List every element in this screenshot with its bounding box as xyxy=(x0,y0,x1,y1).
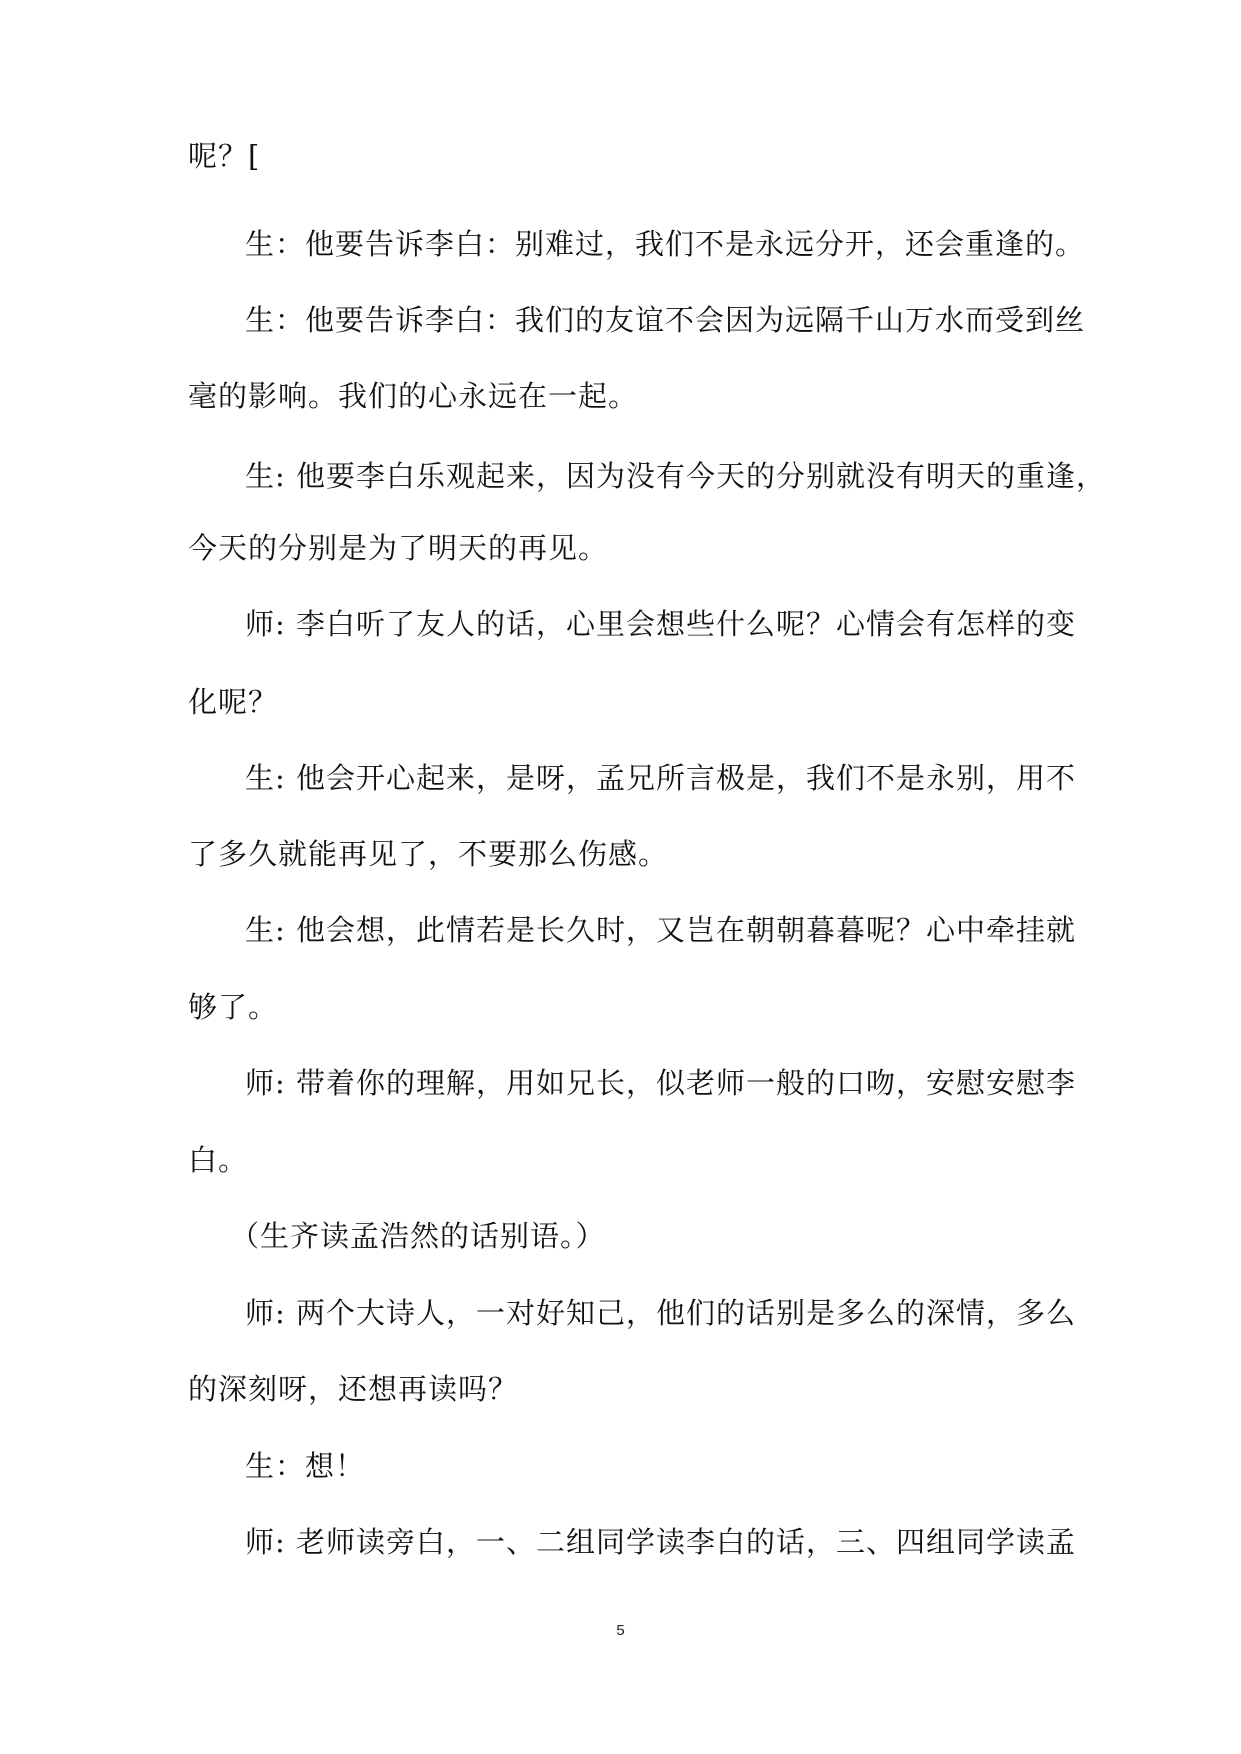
text-line: 师: 李白听了友人的话，心里会想些什么呢？心情会有怎样的变 xyxy=(245,607,1076,641)
text-line: 生：想！ xyxy=(245,1449,366,1483)
text-line: 师: 老师读旁白，一、二组同学读李白的话，三、四组同学读孟 xyxy=(245,1525,1076,1559)
text-line: 毫的影响。我们的心永远在一起。 xyxy=(188,379,639,413)
text-line: （生齐读孟浩然的话别语。） xyxy=(230,1219,606,1253)
text-line: 生: 他要李白乐观起来，因为没有今天的分别就没有明天的重逢， xyxy=(245,459,1106,493)
text-line: 生：他要告诉李白：我们的友谊不会因为远隔千山万水而受到丝 xyxy=(245,303,1086,337)
text-line: 生: 他会开心起来，是呀，孟兄所言极是，我们不是永别，用不 xyxy=(245,761,1076,795)
text-line: 化呢？ xyxy=(188,685,279,719)
text-line: 师: 两个大诗人，一对好知己，他们的话别是多么的深情，多么 xyxy=(245,1296,1076,1330)
text-line: 师: 带着你的理解，用如兄长，似老师一般的口吻，安慰安慰李 xyxy=(245,1066,1076,1100)
text-line: 生：他要告诉李白：别难过，我们不是永远分开，还会重逢的。 xyxy=(245,227,1086,261)
text-line: 呢？[ xyxy=(188,139,261,173)
text-line: 生: 他会想，此情若是长久时，又岂在朝朝暮暮呢？心中牵挂就 xyxy=(245,913,1076,947)
text-line: 够了。 xyxy=(188,990,279,1024)
text-line: 了多久就能再见了，不要那么伤感。 xyxy=(188,837,669,871)
text-line: 的深刻呀，还想再读吗？ xyxy=(188,1372,519,1406)
text-line: 白。 xyxy=(188,1143,249,1177)
text-line: 今天的分别是为了明天的再见。 xyxy=(188,531,609,565)
page-number: 5 xyxy=(616,1622,625,1639)
